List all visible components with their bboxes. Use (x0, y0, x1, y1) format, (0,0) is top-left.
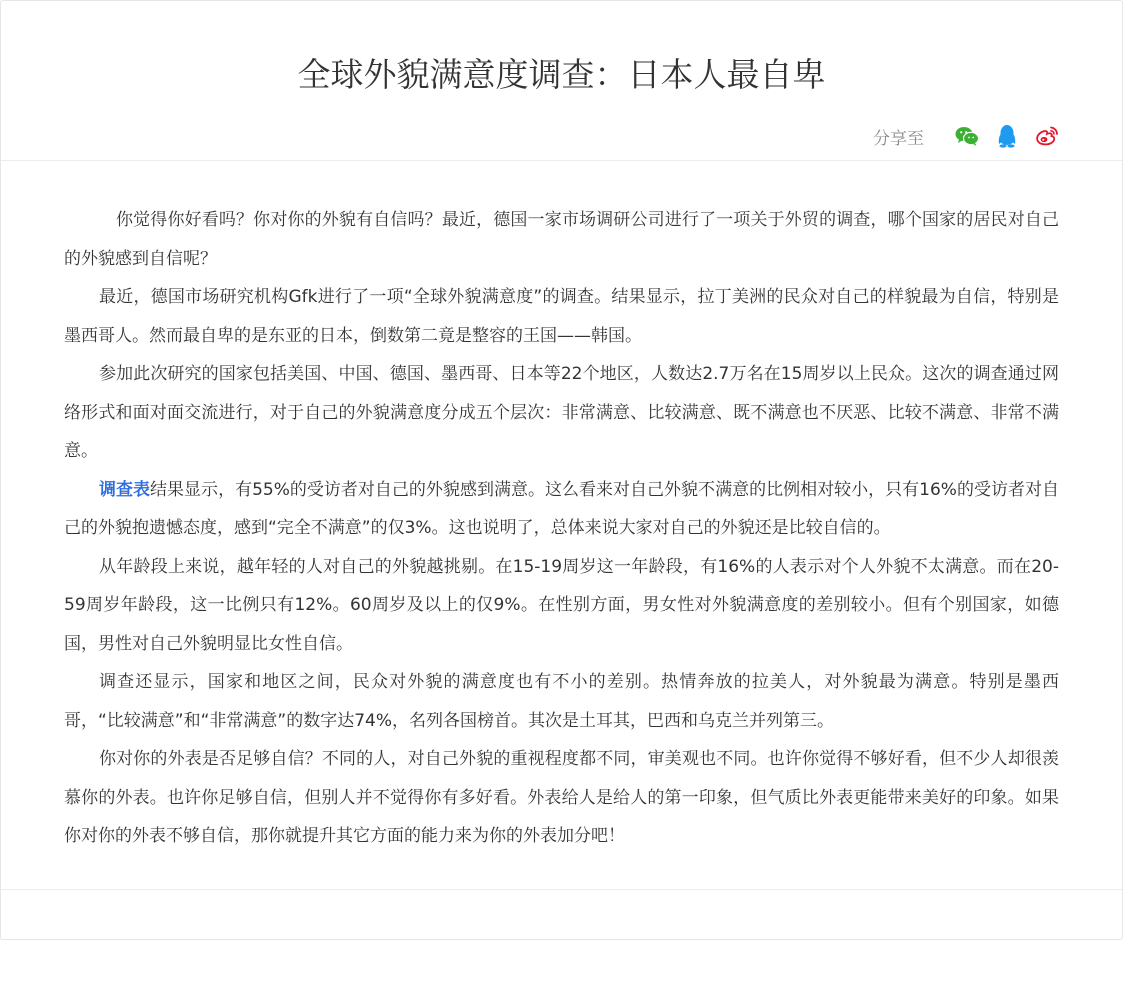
article-body (64, 201, 1059, 856)
paragraph-2: 最近，德国市场研究机构Gfk进行了一项“全球外貌满意度”的调查。结果显示，拉丁美洲的民众对自己的样貌最为自信，特别是墨西哥人。然而最自卑的是东亚的日本，倒数第二竟是整容的王国——韩国。 (64, 287, 1059, 346)
qq-icon[interactable] (994, 123, 1020, 149)
article-header (1, 1, 1122, 161)
paragraph-4 (64, 471, 1059, 548)
paragraph-7: 你对你的外表是否足够自信？不同的人，对自己外貌的重视程度都不同，审美观也不同。也许你觉得不够好看，但不少人却很羡慕你的外表。也许你足够自信，但别人并不觉得你有多好看。外表给人是给人的第一印象，但气质比外表更能带来美好的印象。如果你对你的外表不够自信，那你就提升其它方面的能力来为你的外表加分吧！ (64, 749, 1059, 846)
survey-keyword-link[interactable]: 调查表 (99, 479, 151, 500)
share-label: 分享至 (873, 128, 924, 149)
article-title: 全球外貌满意度调查：日本人最自卑 (297, 55, 826, 94)
paragraph-5: 从年龄段上来说，越年轻的人对自己的外貌越挑剔。在15-19周岁这一年龄段，有16%的人表示对个人外貌不太满意。而在20-59周岁年龄段，这一比例只有12%。60周岁及以上的仅9%。在性别方面，男女性对外貌满意度的差别较小。但有个别国家，如德国，男性对自己外貌明显比女性自信。 (64, 556, 1059, 654)
paragraph-3: 参加此次研究的国家包括美国、中国、德国、墨西哥、日本等22个地区，人数达2.7万名在15周岁以上民众。这次的调查通过网络形式和面对面交流进行，对于自己的外貌满意度分成五个层次：非常满意、比较满意、既不满意也不厌恶、比较不满意、非常不满意。 (64, 364, 1059, 461)
share-bar (873, 121, 1060, 151)
paragraph-4-text: 结果显示，有55%的受访者对自己的外貌感到满意。这么看来对自己外貌不满意的比例相对较小，只有16%的受访者对自己的外貌抱遗憾态度，感到“完全不满意”的仅3%。这也说明了，总体来说大家对自己的外貌还是比较自信的。 (64, 479, 1059, 538)
paragraph-1: 你觉得你好看吗？你对你的外貌有自信吗？最近，德国一家市场调研公司进行了一项关于外贸的调查，哪个国家的居民对自己的外貌感到自信呢？ (64, 210, 1059, 269)
paragraph-6: 调查还显示，国家和地区之间，民众对外貌的满意度也有不小的差别。热情奔放的拉美人，对外貌最为满意。特别是墨西哥，“比较满意”和“非常满意”的数字达74%，名列各国榜首。其次是土耳其，巴西和乌克兰并列第三。 (64, 672, 1059, 731)
wechat-icon[interactable] (954, 123, 980, 149)
weibo-icon[interactable] (1034, 123, 1060, 149)
footer-divider (1, 889, 1122, 890)
